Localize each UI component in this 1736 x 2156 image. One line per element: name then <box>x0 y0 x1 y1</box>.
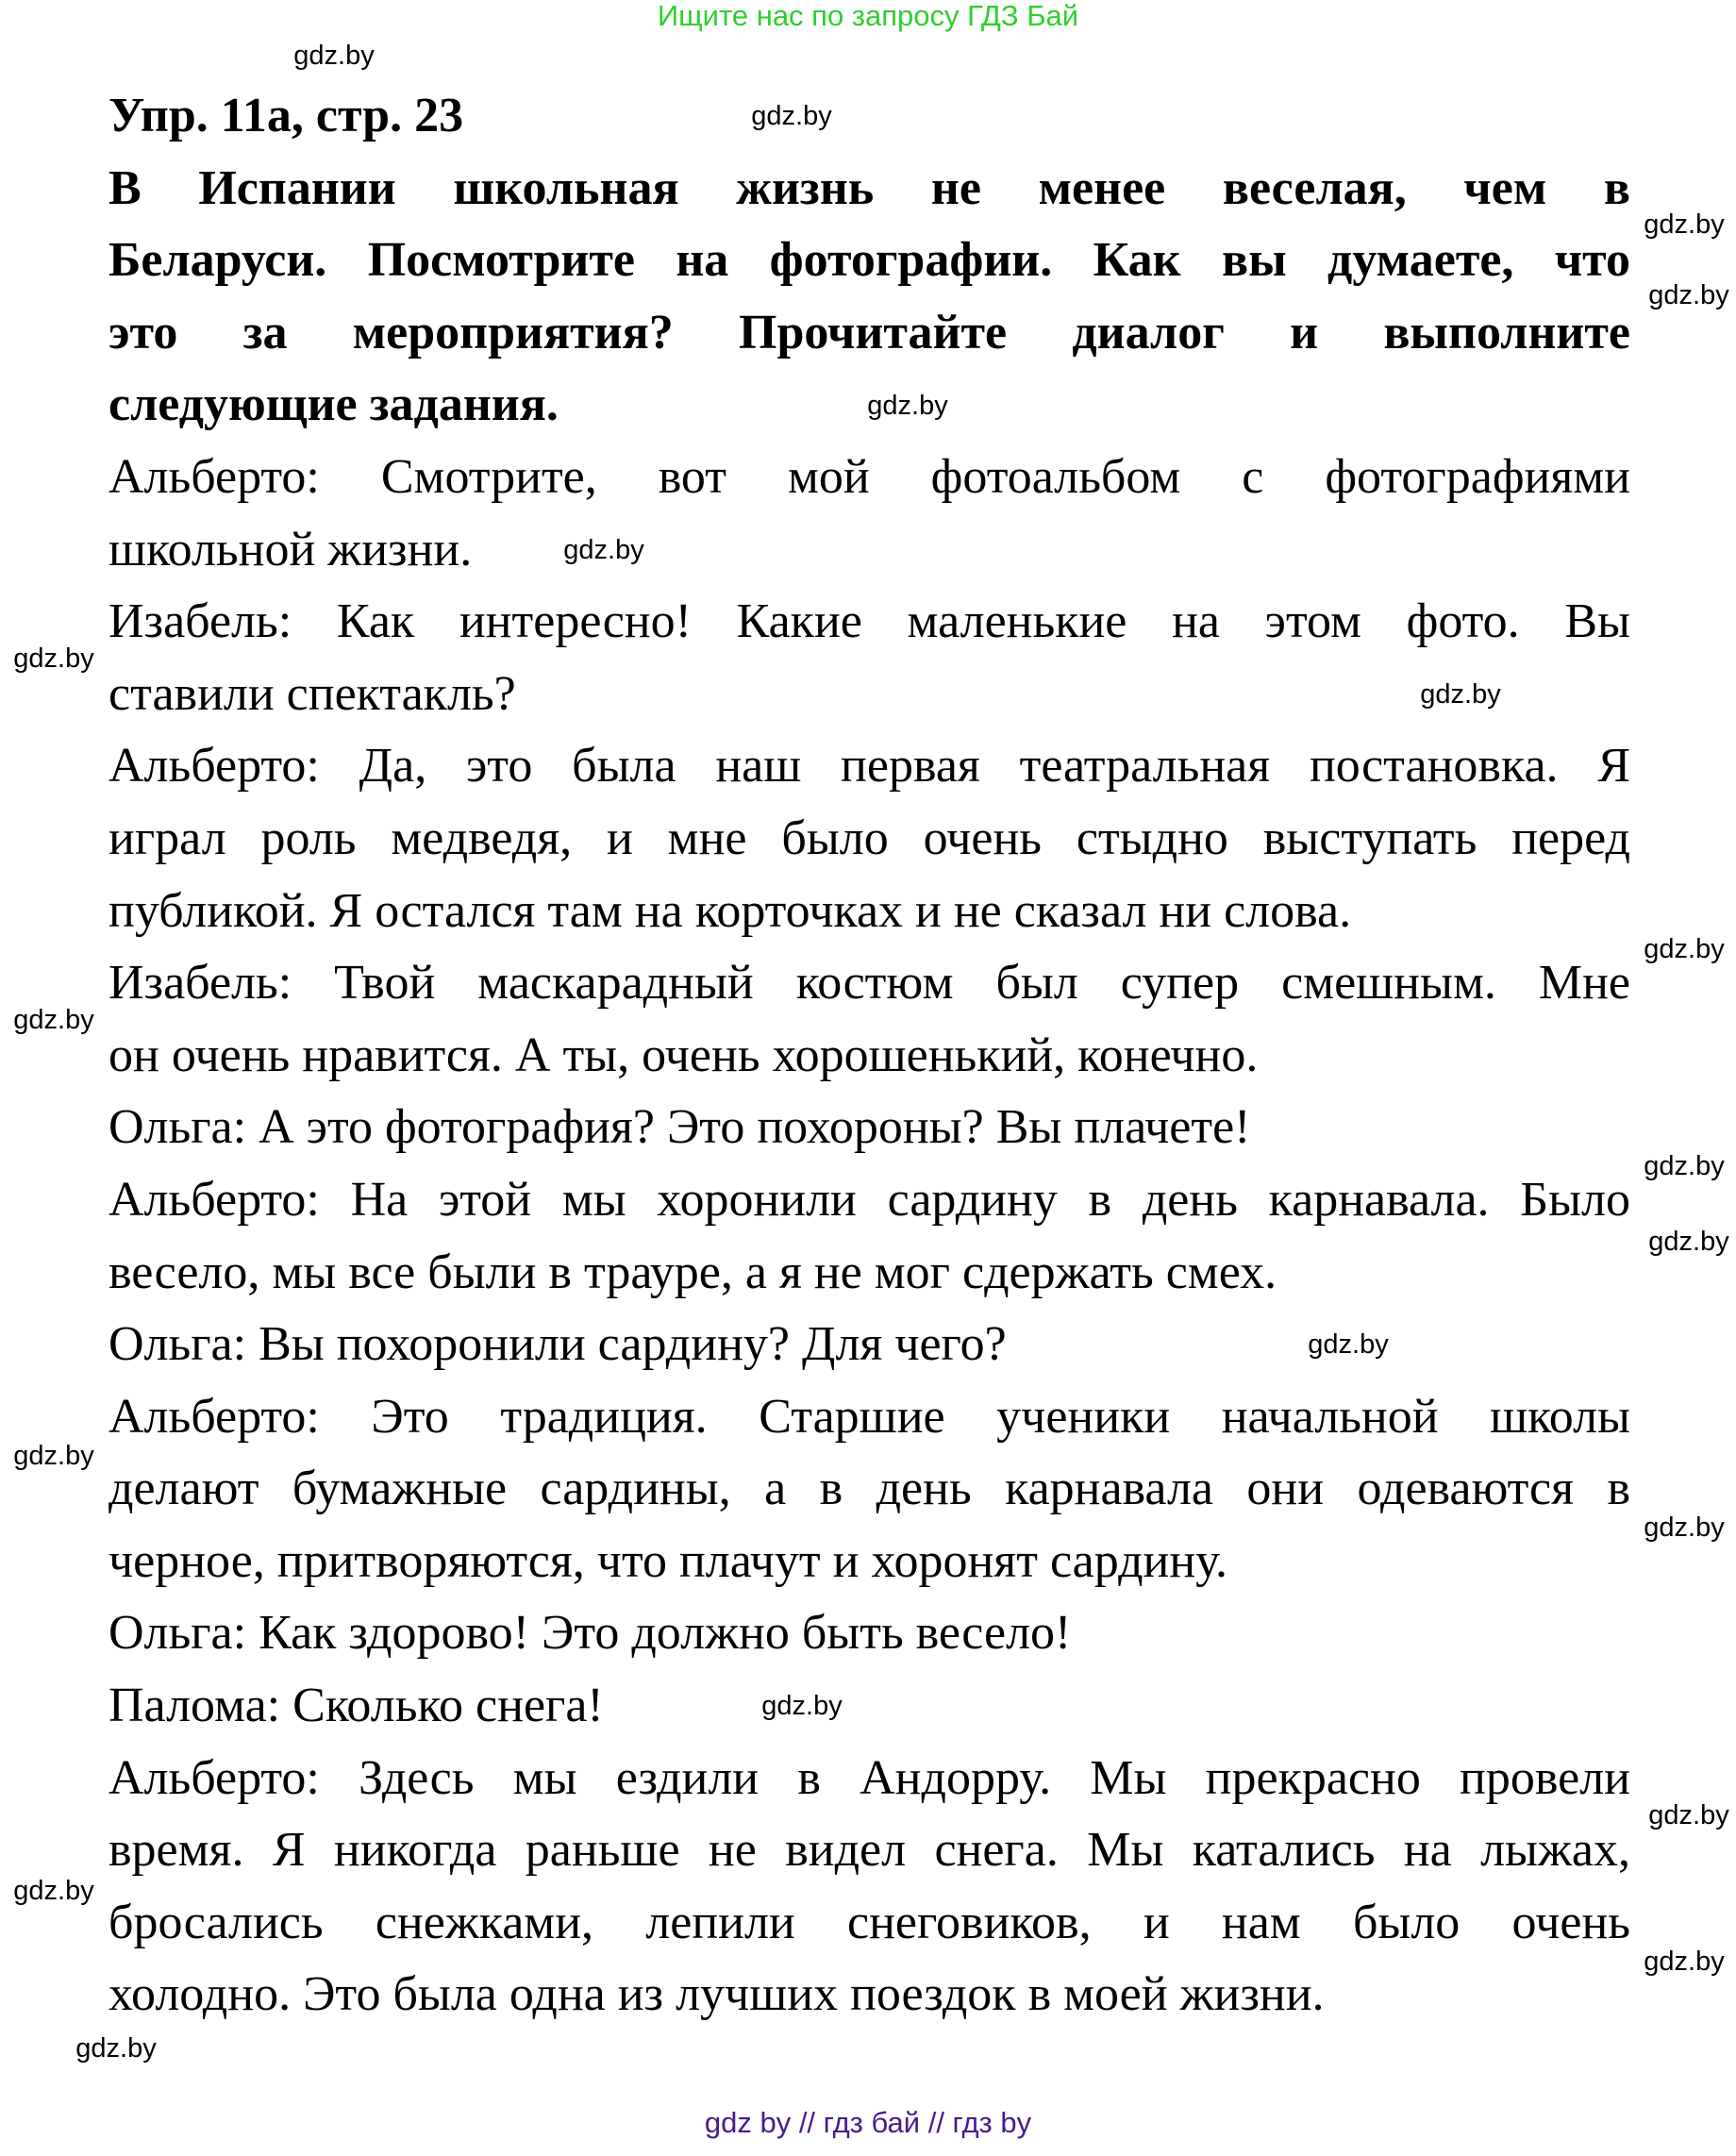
watermark: gdz.by <box>867 391 948 421</box>
bottom-links-banner[interactable]: gdz by // гдз бай // гдз by <box>704 2106 1032 2139</box>
text-line: это за мероприятия? Прочитайте диалог и выполните <box>108 305 1630 359</box>
watermark: gdz.by <box>761 1691 843 1721</box>
text-line: он очень нравится. А ты, очень хорошенький, конечно. <box>108 1028 1259 1082</box>
watermark: gdz.by <box>1648 1227 1729 1257</box>
text-line: Альберто: Здесь мы ездили в Андорру. Мы прекрасно провели <box>108 1750 1630 1805</box>
exercise-content <box>108 80 1630 2031</box>
dialogue-paragraph <box>108 947 1630 1092</box>
text-line: публикой. Я остался там на корточках и не сказал ни слова. <box>108 883 1352 938</box>
watermark: gdz.by <box>13 1876 94 1906</box>
watermark: gdz.by <box>75 2033 157 2064</box>
watermark: gdz.by <box>1644 1947 1725 1977</box>
text-line: Беларуси. Посмотрите на фотографии. Как вы думаете, что <box>108 233 1630 288</box>
text-line: время. Я никогда раньше не видел снега. Мы катались на лыжах, <box>108 1823 1630 1878</box>
top-search-banner[interactable]: Ищите нас по запросу ГДЗ Бай <box>657 0 1079 32</box>
dialogue-paragraph <box>108 1092 1630 1164</box>
dialogue-paragraph <box>108 586 1630 730</box>
exercise-title: Упр. 11а, стр. 23 <box>108 89 464 142</box>
text-line: школьной жизни. <box>108 522 473 577</box>
text-line: бросались снежками, лепили снеговиков, и нам было очень <box>108 1895 1630 1949</box>
watermark: gdz.by <box>293 41 375 71</box>
dialogue-paragraph <box>108 1309 1630 1381</box>
watermark: gdz.by <box>1308 1329 1389 1360</box>
watermark: gdz.by <box>1420 679 1501 710</box>
text-line: Ольга: А это фотография? Это похороны? Вы плачете! <box>108 1100 1251 1155</box>
watermark: gdz.by <box>563 535 644 565</box>
watermark: gdz.by <box>1648 1800 1729 1830</box>
watermark: gdz.by <box>1644 209 1725 240</box>
text-line: делают бумажные сардины, а в день карнавала они одеваются в <box>108 1462 1630 1516</box>
text-line: Альберто: Да, это была наш первая театральная постановка. Я <box>108 739 1630 794</box>
text-line: Палома: Сколько снега! <box>108 1679 604 1733</box>
watermark: gdz.by <box>13 1005 94 1035</box>
dialogue-paragraph <box>108 1381 1630 1598</box>
text-line: Альберто: Это традиция. Старшие ученики начальной школы <box>108 1389 1630 1444</box>
text-line: холодно. Это была одна из лучших поездок в моей жизни. <box>108 1967 1325 2022</box>
watermark: gdz.by <box>13 643 94 674</box>
text-line: ставили спектакль? <box>108 666 516 721</box>
dialogue-paragraph <box>108 442 1630 586</box>
text-line: следующие задания. <box>108 377 559 432</box>
exercise-text <box>108 153 1630 2031</box>
dialogue-paragraph <box>108 1670 1630 1743</box>
dialogue-paragraph <box>108 730 1630 947</box>
text-line: Ольга: Вы похоронили сардину? Для чего? <box>108 1317 1007 1372</box>
text-line: Альберто: Смотрите, вот мой фотоальбом с фотографиями <box>108 449 1630 504</box>
text-line: В Испании школьная жизнь не менее веселая, чем в <box>108 160 1630 215</box>
watermark: gdz.by <box>1644 934 1725 964</box>
text-line: Альберто: На этой мы хоронили сардину в день карнавала. Было <box>108 1172 1630 1227</box>
watermark: gdz.by <box>751 101 832 131</box>
watermark: gdz.by <box>1644 1151 1725 1181</box>
dialogue-paragraph <box>108 1597 1630 1670</box>
text-line: Изабель: Твой маскарадный костюм был супер смешным. Мне <box>108 956 1630 1011</box>
watermark: gdz.by <box>1644 1513 1725 1543</box>
text-line: черное, притворяются, что плачут и хоронят сардину. <box>108 1533 1227 1588</box>
text-line: весело, мы все были в трауре, а я не мог сдержать смех. <box>108 1245 1277 1299</box>
watermark: gdz.by <box>1648 280 1729 310</box>
watermark: gdz.by <box>13 1441 94 1471</box>
text-line: Ольга: Как здорово! Это должно быть весело! <box>108 1606 1072 1661</box>
dialogue-paragraph <box>108 1743 1630 2031</box>
text-line: играл роль медведя, и мне было очень стыдно выступать перед <box>108 811 1630 865</box>
text-line: Изабель: Как интересно! Какие маленькие на этом фото. Вы <box>108 594 1630 649</box>
dialogue-paragraph <box>108 1164 1630 1309</box>
